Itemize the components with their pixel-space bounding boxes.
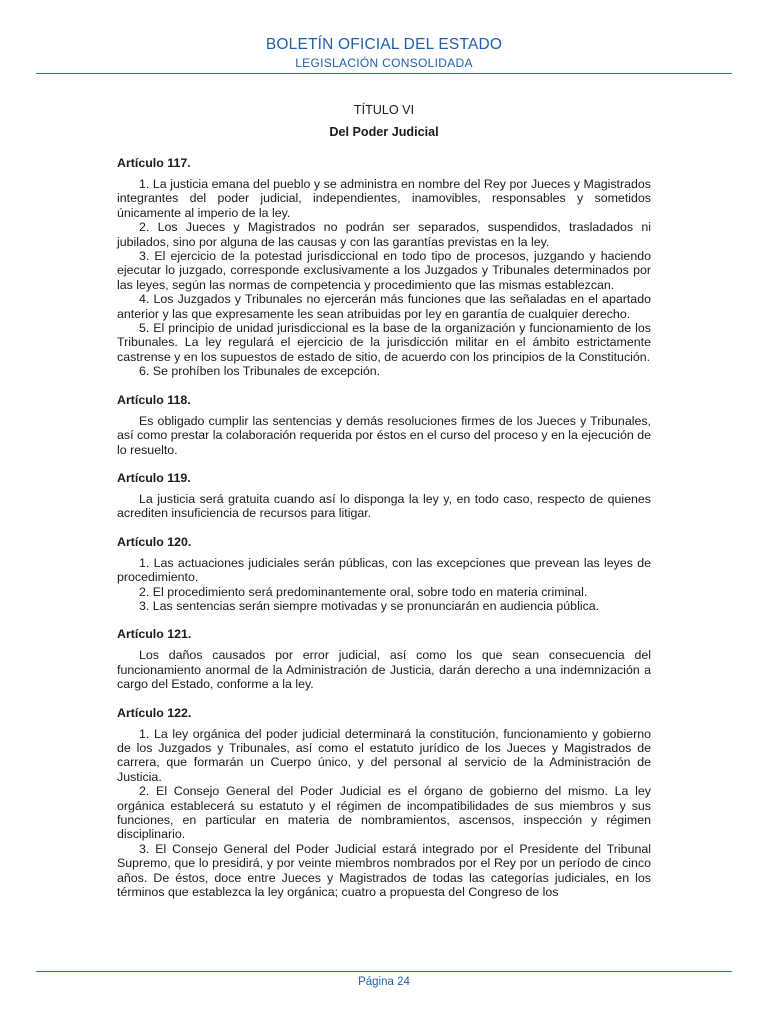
article-paragraph: 3. Las sentencias serán siempre motivadas y se pronunciarán en audiencia pública. xyxy=(139,598,600,613)
document-header xyxy=(0,36,768,70)
article-paragraph: 1. La ley orgánica del poder judicial determinará la constitución, funcionamiento y gobierno de los Juzgados y Tribunales, así como el estatuto jurídico de los Jueces y Magistrados de carrera, que formarán un Cuerpo único, y del personal al servicio de la Administración de Justicia. xyxy=(117,726,651,784)
section-subtitle: Del Poder Judicial xyxy=(329,125,439,139)
page-number: Página 24 xyxy=(358,976,410,988)
article-heading: Artículo 117. xyxy=(117,156,191,170)
boe-subtitle: LEGISLACIÓN CONSOLIDADA xyxy=(295,56,473,70)
header-divider xyxy=(36,73,732,74)
article-section xyxy=(117,706,651,900)
article-section xyxy=(117,471,651,521)
boe-title: BOLETÍN OFICIAL DEL ESTADO xyxy=(265,36,503,53)
article-section xyxy=(117,156,651,379)
section-title: TÍTULO VI xyxy=(353,103,415,117)
article-paragraph: Los daños causados por error judicial, así como los que sean consecuencia del funcionamiento anormal de la Administración de Justicia, darán derecho a una indemnización a cargo del Estado, conforme a la ley. xyxy=(117,648,651,692)
articles-list xyxy=(117,156,651,899)
article-paragraph: 1. Las actuaciones judiciales serán públicas, con las excepciones que prevean las leyes de procedimiento. xyxy=(117,555,651,585)
article-paragraph: 4. Los Juzgados y Tribunales no ejercerán más funciones que las señaladas en el apartado anterior y las que expresamente les sean atribuidas por ley en garantía de cualquier derecho. xyxy=(117,292,651,321)
footer-divider xyxy=(36,971,732,972)
article-heading: Artículo 118. xyxy=(117,392,191,407)
article-paragraph: 2. El procedimiento será predominantemente oral, sobre todo en materia criminal. xyxy=(139,584,588,599)
article-paragraph: La justicia será gratuita cuando así lo disponga la ley y, en todo caso, respecto de quienes acrediten insuficiencia de recursos para litigar. xyxy=(117,491,651,521)
article-paragraph: 3. El ejercicio de la potestad jurisdiccional en todo tipo de procesos, juzgando y haciendo ejecutar lo juzgado, corresponde exclusivamente a los Juzgados y Tribunales determinados por las leyes, según las normas de competencia y procedimiento que las mismas establezcan. xyxy=(117,249,651,292)
article-paragraph: 1. La justicia emana del pueblo y se administra en nombre del Rey por Jueces y Magistrados integrantes del poder judicial, independientes, inamovibles, responsables y sometidos únicamente al imperio de la ley. xyxy=(117,177,651,220)
article-heading: Artículo 119. xyxy=(117,470,191,485)
article-paragraph: 5. El principio de unidad jurisdiccional es la base de la organización y funcionamiento de los Tribunales. La ley regulará el ejercicio de la jurisdicción militar en el ámbito estrictamente castrense y en los supuestos de estado de sitio, de acuerdo con los principios de la Constitución. xyxy=(117,321,651,364)
article-section xyxy=(117,535,651,614)
article-heading: Artículo 122. xyxy=(117,705,192,720)
article-heading: Artículo 120. xyxy=(117,534,192,549)
article-paragraph: Es obligado cumplir las sentencias y demás resoluciones firmes de los Jueces y Tribunales, así como prestar la colaboración requerida por éstos en el curso del proceso y en la ejecución de lo resuelto. xyxy=(117,413,651,457)
article-paragraph: 2. El Consejo General del Poder Judicial es el órgano de gobierno del mismo. La ley orgánica establecerá su estatuto y el régimen de incompatibilidades de sus miembros y sus funciones, en particular en materia de nombramientos, ascensos, inspección y régimen disciplinario. xyxy=(117,784,651,842)
article-paragraph: 3. El Consejo General del Poder Judicial estará integrado por el Presidente del Tribunal Supremo, que lo presidirá, y por veinte miembros nombrados por el Rey por un período de cinco años. De éstos, doce entre Jueces y Magistrados de todas las categorías judiciales, en los términos que establezca la ley orgánica; cuatro a propuesta del Congreso de los xyxy=(117,841,651,900)
article-section xyxy=(117,627,651,691)
article-paragraph: 2. Los Jueces y Magistrados no podrán ser separados, suspendidos, trasladados ni jubilados, sino por alguna de las causas y con las garantías previstas en la ley. xyxy=(117,220,651,249)
article-heading: Artículo 121. xyxy=(117,627,192,642)
article-section xyxy=(117,393,651,457)
document-body xyxy=(117,103,651,899)
article-paragraph: 6. Se prohíben los Tribunales de excepción. xyxy=(139,364,381,379)
